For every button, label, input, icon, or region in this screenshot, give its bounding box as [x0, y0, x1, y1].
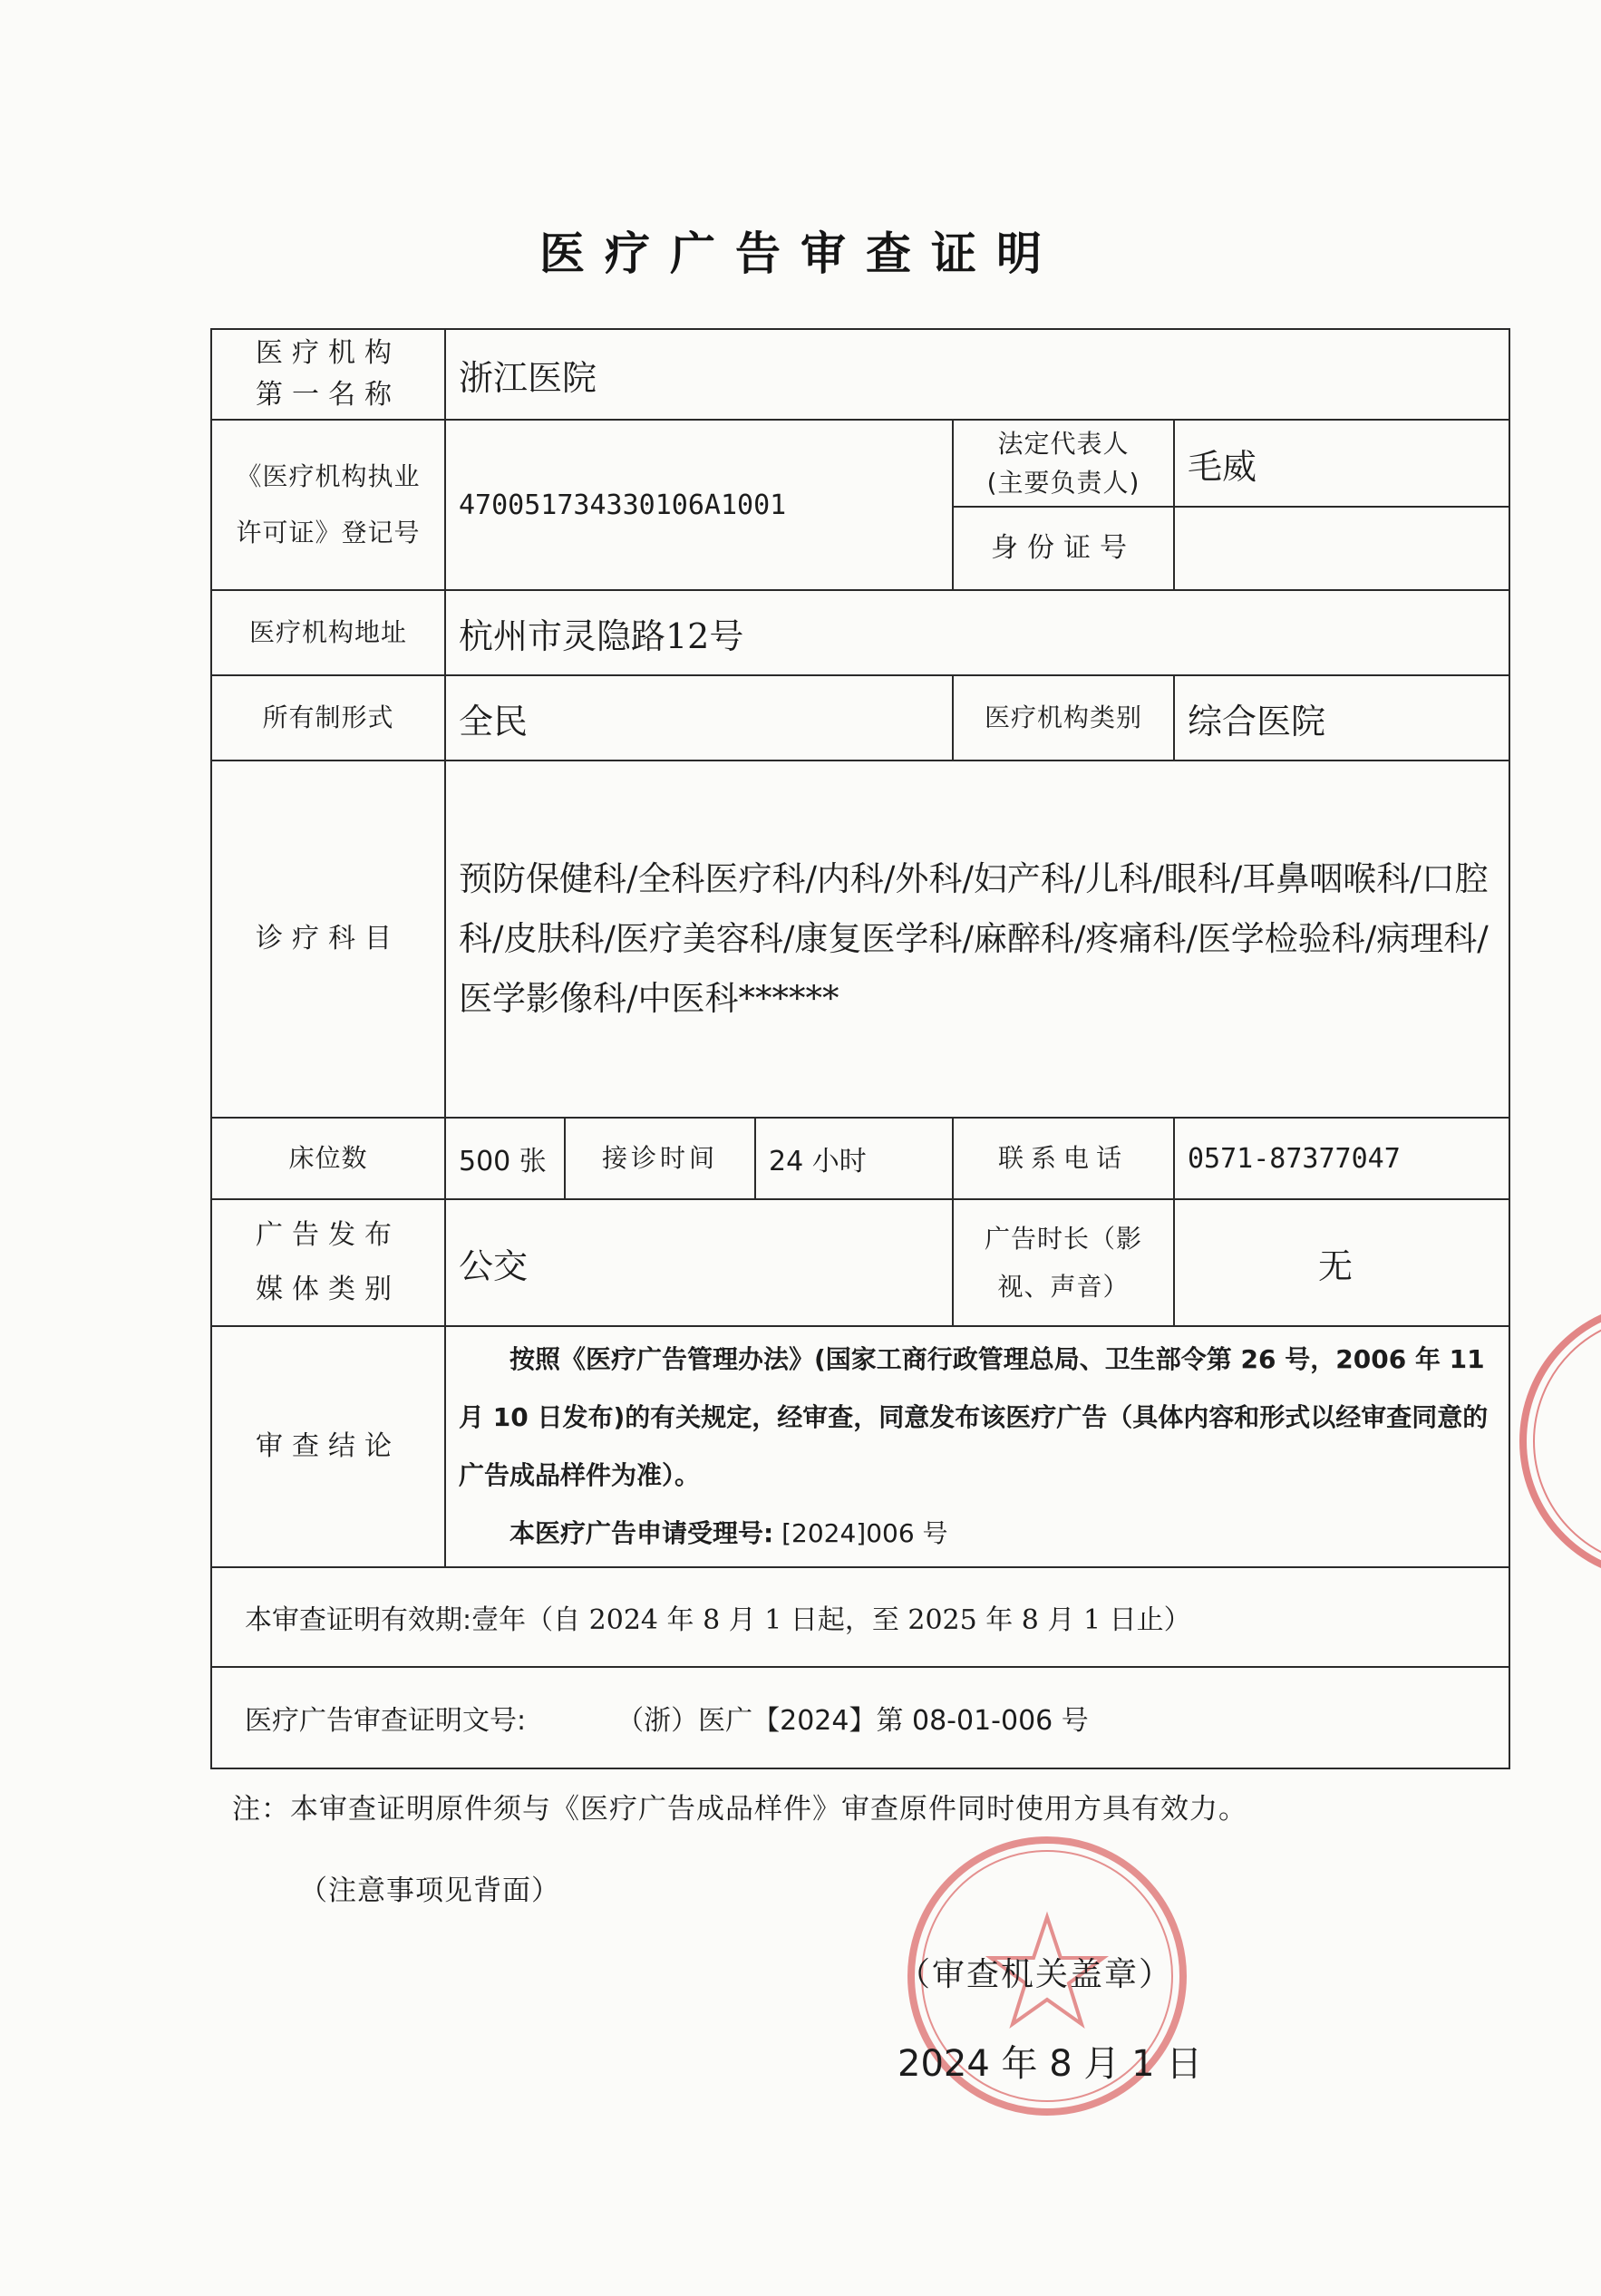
value-id-number — [1174, 507, 1509, 590]
certificate-table — [210, 328, 1510, 1769]
label-media: 广告发布 媒体类别 — [211, 1199, 445, 1326]
value-media: 公交 — [445, 1199, 953, 1326]
doc-no-value: （浙）医广【2024】第 08-01-006 号 — [616, 1705, 1089, 1737]
value-name: 浙江医院 — [445, 329, 1509, 420]
row-ownership — [211, 675, 1509, 760]
label-beds: 床位数 — [211, 1118, 445, 1199]
conclusion-text: 按照《医疗广告管理办法》(国家工商行政管理总局、卫生部令第 26 号，2006 年 11 月 10 日发布)的有关规定，经审查，同意发布该医疗广告（具体内容和形式以经审查同意的广告成品样件为准）。 — [459, 1344, 1489, 1490]
validity-note: 注：本审查证明原件须与《医疗广告成品样件》审查原件同时使用方具有效力。 — [232, 1793, 1247, 1826]
label-departments: 诊疗科目 — [211, 760, 445, 1118]
value-address: 杭州市灵隐路12号 — [445, 590, 1509, 675]
application-number-label: 本医疗广告申请受理号: — [509, 1518, 774, 1548]
seal-label: （审查机关盖章） — [898, 1956, 1174, 1993]
label-legal-rep: 法定代表人 (主要负责人) — [953, 420, 1174, 507]
value-legal-rep: 毛威 — [1174, 420, 1509, 507]
notice-reference: （注意事项见背面） — [299, 1875, 560, 1907]
validity-value: 壹年（自 2024 年 8 月 1 日起，至 2025 年 8 月 1 日止） — [471, 1604, 1191, 1636]
value-category: 综合医院 — [1174, 675, 1509, 760]
row-license-a — [211, 420, 1509, 507]
partial-seal-icon — [1505, 1296, 1601, 1586]
row-name — [211, 329, 1509, 420]
value-license: 470051734330106A1001 — [445, 420, 953, 590]
value-phone: 0571-87377047 — [1174, 1118, 1509, 1199]
value-ownership: 全民 — [445, 675, 953, 760]
label-category: 医疗机构类别 — [953, 675, 1174, 760]
row-address — [211, 590, 1509, 675]
row-validity — [211, 1567, 1509, 1667]
application-number — [459, 1505, 1496, 1563]
value-beds: 500 张 — [445, 1118, 565, 1199]
label-ownership: 所有制形式 — [211, 675, 445, 760]
label-conclusion: 审查结论 — [211, 1326, 445, 1567]
label-id-number: 身份证号 — [953, 507, 1174, 590]
validity — [211, 1567, 1509, 1667]
label-hours: 接诊时间 — [565, 1118, 755, 1199]
row-beds — [211, 1118, 1509, 1199]
seal-date: 2024 年 8 月 1 日 — [898, 2043, 1203, 2085]
value-departments: 预防保健科/全科医疗科/内科/外科/妇产科/儿科/眼科/耳鼻咽喉科/口腔科/皮肤科/医疗美容科/康复医学科/麻醉科/疼痛科/医学检验科/病理科/医学影像科/中医科****** — [445, 760, 1509, 1118]
doc-no — [211, 1667, 1509, 1768]
document-title: 医疗广告审查证明 — [539, 228, 1062, 280]
validity-label: 本审查证明有效期: — [245, 1604, 472, 1636]
label-phone: 联系电话 — [953, 1118, 1174, 1199]
row-media — [211, 1199, 1509, 1326]
label-duration: 广告时长（影 视、声音） — [953, 1199, 1174, 1326]
row-conclusion — [211, 1326, 1509, 1567]
value-conclusion — [445, 1326, 1509, 1567]
label-license: 《医疗机构执业 许可证》登记号 — [211, 420, 445, 590]
label-name: 医疗机构 第一名称 — [211, 329, 445, 420]
row-departments — [211, 760, 1509, 1118]
value-hours: 24 小时 — [755, 1118, 953, 1199]
value-duration: 无 — [1174, 1199, 1509, 1326]
doc-no-label: 医疗广告审查证明文号: — [245, 1705, 527, 1737]
application-number-value: [2024]006 号 — [773, 1518, 948, 1548]
row-doc-no — [211, 1667, 1509, 1768]
label-address: 医疗机构地址 — [211, 590, 445, 675]
